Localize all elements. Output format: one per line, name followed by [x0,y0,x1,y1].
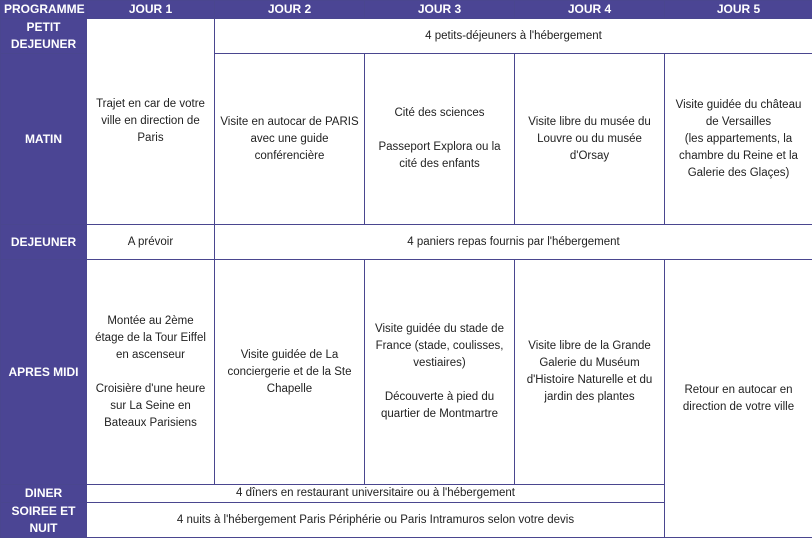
cell-line: Retour en autocar en [668,382,809,399]
cell-dejeuner-jour1: A prévoir [87,225,215,260]
cell-line: Paris [90,130,211,147]
row-petit-dejeuner [1,19,812,54]
row-label-petit-dejeuner [1,19,87,54]
cell-apres-midi-jour1 [87,260,215,485]
row-label-apres-midi: APRES MIDI [1,260,87,485]
cell-line: direction de votre ville [668,399,809,416]
cell-matin-jour3 [365,54,515,225]
row-label-soiree [1,503,87,538]
cell-line: Croisière d'une heure [90,381,211,398]
cell-line: Visite libre du musée du [518,114,661,131]
cell-line: cité des enfants [368,156,511,173]
cell-line: Visite en autocar de PARIS [218,114,361,131]
row-label-line: PETIT [4,19,83,36]
cell-apres-midi-jour4 [515,260,665,485]
row-apres-midi [1,260,812,485]
cell-line: Visite guidée du château [668,97,809,114]
row-label-dejeuner: DEJEUNER [1,225,87,260]
cell-line: conférencière [218,148,361,165]
cell-line: Bateaux Parisiens [90,415,211,432]
cell-line: en ascenseur [90,347,211,364]
programme-header: PROGRAMME [1,1,87,19]
cell-line: Chapelle [218,381,361,398]
cell-line: étage de la Tour Eiffel [90,330,211,347]
cell-line: de Versailles [668,114,809,131]
cell-diner-merged: 4 dîners en restaurant universitaire ou à l'hébergement [87,485,665,503]
row-dejeuner [1,225,812,260]
cell-line: quartier de Montmartre [368,406,511,423]
cell-line: Visite libre de la Grande [518,338,661,355]
header-row [1,1,812,19]
cell-line: d'Orsay [518,148,661,165]
day-header-2: JOUR 2 [215,1,365,19]
cell-matin-jour1 [87,19,215,225]
cell-line: Montée au 2ème [90,313,211,330]
cell-line: jardin des plantes [518,389,661,406]
day-header-3: JOUR 3 [365,1,515,19]
cell-line: (les appartements, la [668,131,809,148]
cell-line: vestiaires) [368,355,511,372]
cell-matin-jour4 [515,54,665,225]
cell-line: Trajet en car de votre [90,96,211,113]
cell-line: Cité des sciences [368,105,511,122]
row-label-diner: DINER [1,485,87,503]
day-header-5: JOUR 5 [665,1,812,19]
cell-line: Passeport Explora ou la [368,139,511,156]
row-label-matin: MATIN [1,54,87,225]
cell-line: sur La Seine en [90,398,211,415]
cell-line: conciergerie et de la Ste [218,364,361,381]
cell-apres-midi-jour3 [365,260,515,485]
cell-soiree-merged: 4 nuits à l'hébergement Paris Périphérie ou Paris Intramuros selon votre devis [87,503,665,538]
cell-line: chambre du Reine et la [668,148,809,165]
cell-dejeuner-merged: 4 paniers repas fournis par l'hébergement [215,225,812,260]
row-label-line: SOIREE ET [4,503,83,520]
row-label-line: NUIT [4,520,83,537]
cell-line: France (stade, coulisses, [368,338,511,355]
cell-matin-jour5 [665,54,812,225]
cell-line: d'Histoire Naturelle et du [518,372,661,389]
cell-line: Galerie des Glaçes) [668,165,809,182]
cell-petit-dejeuner-merged: 4 petits-déjeuners à l'hébergement [215,19,812,54]
cell-line: Galerie du Muséum [518,355,661,372]
cell-line: ville en direction de [90,113,211,130]
cell-line: Découverte à pied du [368,389,511,406]
cell-line: avec une guide [218,131,361,148]
cell-line: Visite guidée du stade de [368,321,511,338]
day-header-4: JOUR 4 [515,1,665,19]
cell-line: Louvre ou du musée [518,131,661,148]
day-header-1: JOUR 1 [87,1,215,19]
row-label-line: DEJEUNER [4,36,83,53]
cell-apres-midi-jour5 [665,260,812,538]
cell-matin-jour2 [215,54,365,225]
cell-apres-midi-jour2 [215,260,365,485]
cell-line: Visite guidée de La [218,347,361,364]
